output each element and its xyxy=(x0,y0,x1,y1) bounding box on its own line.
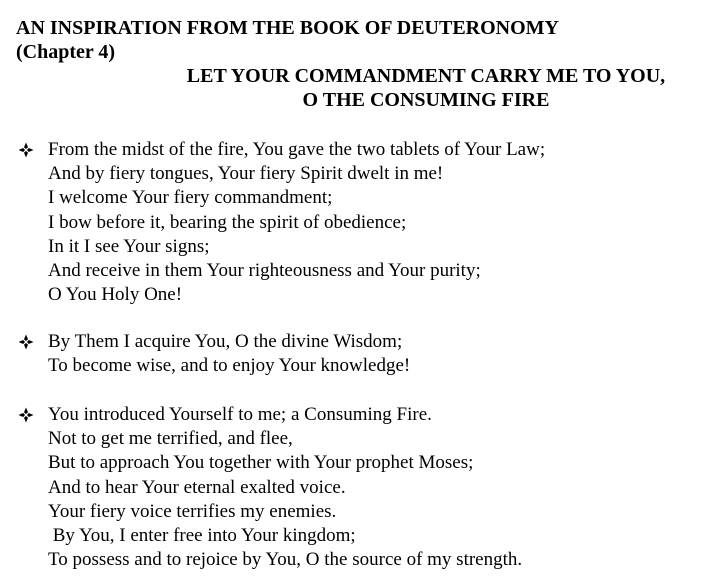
poem-line: I welcome Your fiery commandment; xyxy=(48,187,333,209)
poem-line: In it I see Your signs; xyxy=(48,235,210,257)
diamond-bullet-icon xyxy=(18,334,34,350)
poem-line: And receive in them Your righteousness and Your purity; xyxy=(48,260,481,282)
poem-line: From the midst of the fire, You gave the two tablets of Your Law; xyxy=(48,139,546,160)
diamond-bullet-icon xyxy=(18,142,34,158)
stanza-2-lines xyxy=(48,330,410,378)
poem-line: To possess and to rejoice by You, O the source of my strength. xyxy=(48,549,523,571)
poem-title-line-2: O THE CONSUMING FIRE xyxy=(302,89,550,111)
poem-line: Your fiery voice terrifies my enemies. xyxy=(48,500,337,522)
poem-line: To become wise, and to enjoy Your knowledge! xyxy=(48,355,411,377)
header-book-title: AN INSPIRATION FROM THE BOOK OF DEUTERONOMY xyxy=(16,17,559,39)
diamond-bullet-icon xyxy=(18,407,34,423)
poem-line: By You, I enter free into Your kingdom; xyxy=(48,525,356,547)
poem-title xyxy=(160,64,692,112)
poem-line: And to hear Your eternal exalted voice. xyxy=(48,476,346,498)
poem-line: By Them I acquire You, O the divine Wisdom; xyxy=(48,331,403,352)
poem-line: You introduced Yourself to me; a Consuming Fire. xyxy=(48,404,432,425)
poem-line: But to approach You together with Your prophet Moses; xyxy=(48,452,474,474)
stanza-3-lines xyxy=(48,403,522,572)
stanza-1-lines xyxy=(48,138,545,307)
poem-line: O You Holy One! xyxy=(48,284,183,306)
poem-line: And by fiery tongues, Your fiery Spirit dwelt in me! xyxy=(48,163,444,185)
poem-line: I bow before it, bearing the spirit of obedience; xyxy=(48,211,407,233)
poem-line: Not to get me terrified, and flee, xyxy=(48,428,293,450)
header-chapter: (Chapter 4) xyxy=(16,41,116,63)
poem-title-line-1: LET YOUR COMMANDMENT CARRY ME TO YOU, xyxy=(186,65,666,87)
